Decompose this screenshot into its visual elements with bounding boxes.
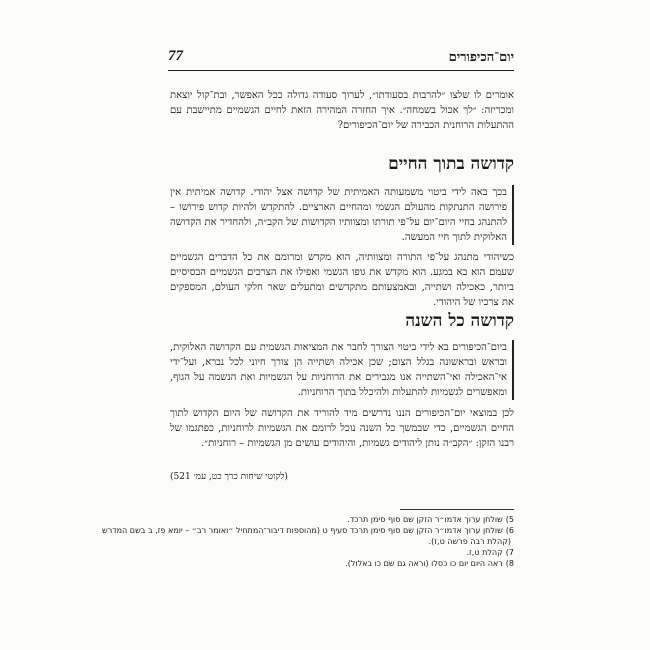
paragraph-true-holiness: בכך באה לידי ביטוי משמעותה האמיתית של קדושה אצל יהודי. קדושה אמיתית אין פירושה התנתקות מהעולם הגשמי ומהחיים הארציים. להתקדש ולהיות קדוש פירושו – להתנהג בחיי היום־יום על־פי תורתו ומצוותיו הקדושות של הקב״ה, ולהחדיר את הקדושה האלוקית לתוך חיי המעשה. — [170, 185, 514, 245]
footnote-item: 7)קהלת ט,ז. — [466, 548, 514, 557]
section-heading-holiness-in-life: קדושה בתוך החיים — [388, 154, 514, 174]
page-header — [168, 48, 514, 71]
footnotes — [102, 514, 514, 569]
running-title: יום־הכיפורים — [448, 50, 514, 65]
source-citation: (לקוטי שיחות כרך כט, עמ׳ 521) — [170, 472, 288, 482]
paragraph-elevating-material: כשיהודי מתנהג על־פי התורה ומצוותיה, הוא מקדש ומרומם את כל הדברים הגשמיים שעמם הוא בא במגע. הוא מקדש את גופו הגשמי ואפילו את הצרכים הגשמיים הבסיסיים ביותר, כאכילה ושתייה, ובאמצעותם מתקדשים ומתעלים שאר חלקי העולם, המספקים את צרכיו של היהודי. — [170, 252, 514, 308]
footnote-item: (קהלת רבה פרשה ט,ז). — [428, 537, 511, 546]
footnote-item: 6)שולחן ערוך אדמו״ר הזקן שם סוף סימן תרכד סעיף ט (מהוספות דיבור־המתחיל ״ואומר רב״ – יומא פז, ב בשם המדרש — [102, 526, 514, 535]
footnote-item: 5)שולחן ערוך אדמו״ר הזקן שם סוף סימן תרכד. — [347, 515, 514, 524]
footnote-item: 8)ראה היום יום כו כסלו (וראה גם שם כו באלול). — [345, 559, 514, 568]
paragraph-intro: אומרים לו שלצו ״להרבות בסעודתו״, לערוך סעודה גדולה ככל האפשר, ובת־קול יוצאת ומכריזה: ״לך אכול בשמחה״. איך החזרה המהירה הזאת לחיים הגשמיים מתיישבת עם ההתעלות הרוחנית הכבירה של יום־הכיפורים? — [170, 90, 514, 131]
paragraph-after-yom-kippur: לכן במוצאי יום־הכיפורים הננו נדרשים מיד להוריד את הקדושה של היום הקדוש לתוך החיים הגשמיים, כדי שבמשך כל השנה נוכל לרומם את הגשמיות לרוחניות, כפתגמו של רבנו הזקן: ״הקב״ה נותן ליהודים גשמיות, והיהודים עושים מן הגשמיות – רוחניות״. — [170, 408, 514, 449]
page-number: 77 — [168, 48, 183, 64]
footnote-divider — [400, 509, 514, 510]
paragraph-fast-day: ביום־הכיפורים בא לידי ביטוי הצורך לחבר את המציאות הגשמית עם הקדושה האלוקית, ובראש ובראשונה בגלל הצום; שכן אכילה ושתייה הן צורך חיוני לכל נברא, ועל־ידי אי־האכילה ואי־השתייה אנו מגבירים את הרוחניות על הגשמיות ואת הנשמה על הגוף, ומאפשרים לגשמיות להתעלות ולהיכלל בתוך הרוחניות. — [170, 340, 514, 400]
section-heading-holiness-all-year: קדושה כל השנה — [405, 311, 514, 331]
